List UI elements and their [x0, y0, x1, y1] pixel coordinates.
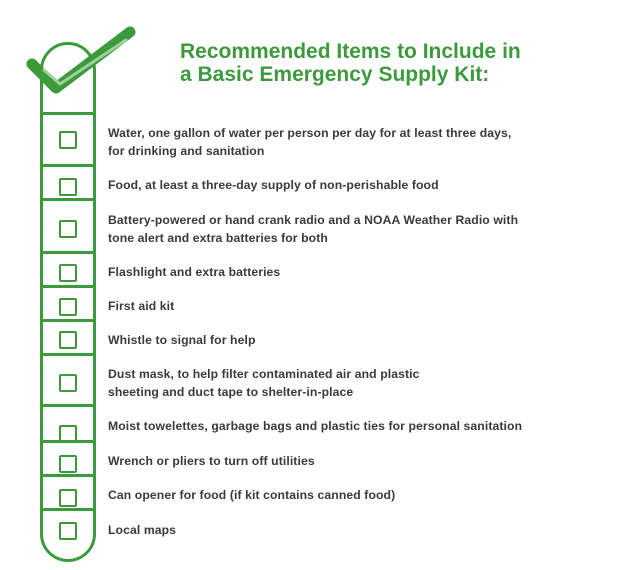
- list-item: [108, 417, 588, 435]
- row-divider: [40, 198, 96, 201]
- checkbox-icon[interactable]: [59, 374, 77, 392]
- checkbox-icon[interactable]: [59, 489, 77, 507]
- list-item: [108, 365, 588, 401]
- list-item-text: First aid kit: [108, 299, 175, 313]
- checkbox-icon[interactable]: [59, 264, 77, 282]
- list-item-text: Flashlight and extra batteries: [108, 265, 281, 279]
- checkbox-icon[interactable]: [59, 522, 77, 540]
- row-divider: [40, 319, 96, 322]
- list-item: [108, 331, 588, 349]
- list-item-text: Food, at least a three-day supply of non-perishable food: [108, 178, 439, 192]
- row-divider: [40, 251, 96, 254]
- checkmark-icon: [26, 26, 136, 96]
- list-item: [108, 176, 588, 194]
- list-item: [108, 486, 588, 504]
- row-divider: [40, 353, 96, 356]
- checkbox-icon[interactable]: [59, 298, 77, 316]
- list-item-text: for drinking and sanitation: [108, 144, 265, 158]
- list-item-text: Dust mask, to help filter contaminated air and plastic: [108, 366, 420, 381]
- list-item-text: Whistle to signal for help: [108, 333, 256, 347]
- list-item-text: Can opener for food (if kit contains canned food): [108, 488, 396, 502]
- checkbox-icon[interactable]: [59, 220, 77, 238]
- row-divider: [40, 285, 96, 288]
- list-item-text: Battery-powered or hand crank radio and a NOAA Weather Radio with: [108, 212, 519, 227]
- title-line-2: a Basic Emergency Supply Kit:: [180, 63, 490, 86]
- page-title: [180, 40, 600, 86]
- checkbox-icon[interactable]: [59, 131, 77, 149]
- list-item: [108, 211, 588, 247]
- list-item-text: Water, one gallon of water per person per day for at least three days,: [108, 126, 512, 140]
- list-item-text: tone alert and extra batteries for both: [108, 230, 328, 245]
- row-divider: [40, 474, 96, 477]
- row-divider: [40, 404, 96, 407]
- row-divider: [40, 112, 96, 115]
- title-line-1: Recommended Items to Include in: [180, 40, 521, 63]
- list-item: [108, 263, 588, 281]
- row-divider: [40, 508, 96, 511]
- list-item: [108, 521, 588, 539]
- list-item-text: sheeting and duct tape to shelter-in-place: [108, 384, 354, 399]
- checkbox-icon[interactable]: [59, 331, 77, 349]
- row-divider: [40, 164, 96, 167]
- list-item-text: Moist towelettes, garbage bags and plastic ties for personal sanitation: [108, 419, 523, 433]
- row-divider: [40, 440, 96, 443]
- checkbox-icon[interactable]: [59, 455, 77, 473]
- list-item-text: Local maps: [108, 523, 177, 537]
- list-item: [108, 297, 588, 315]
- checkbox-icon[interactable]: [59, 178, 77, 196]
- list-item-text: Wrench or pliers to turn off utilities: [108, 454, 315, 468]
- list-item: [108, 452, 588, 470]
- list-item: [108, 124, 588, 160]
